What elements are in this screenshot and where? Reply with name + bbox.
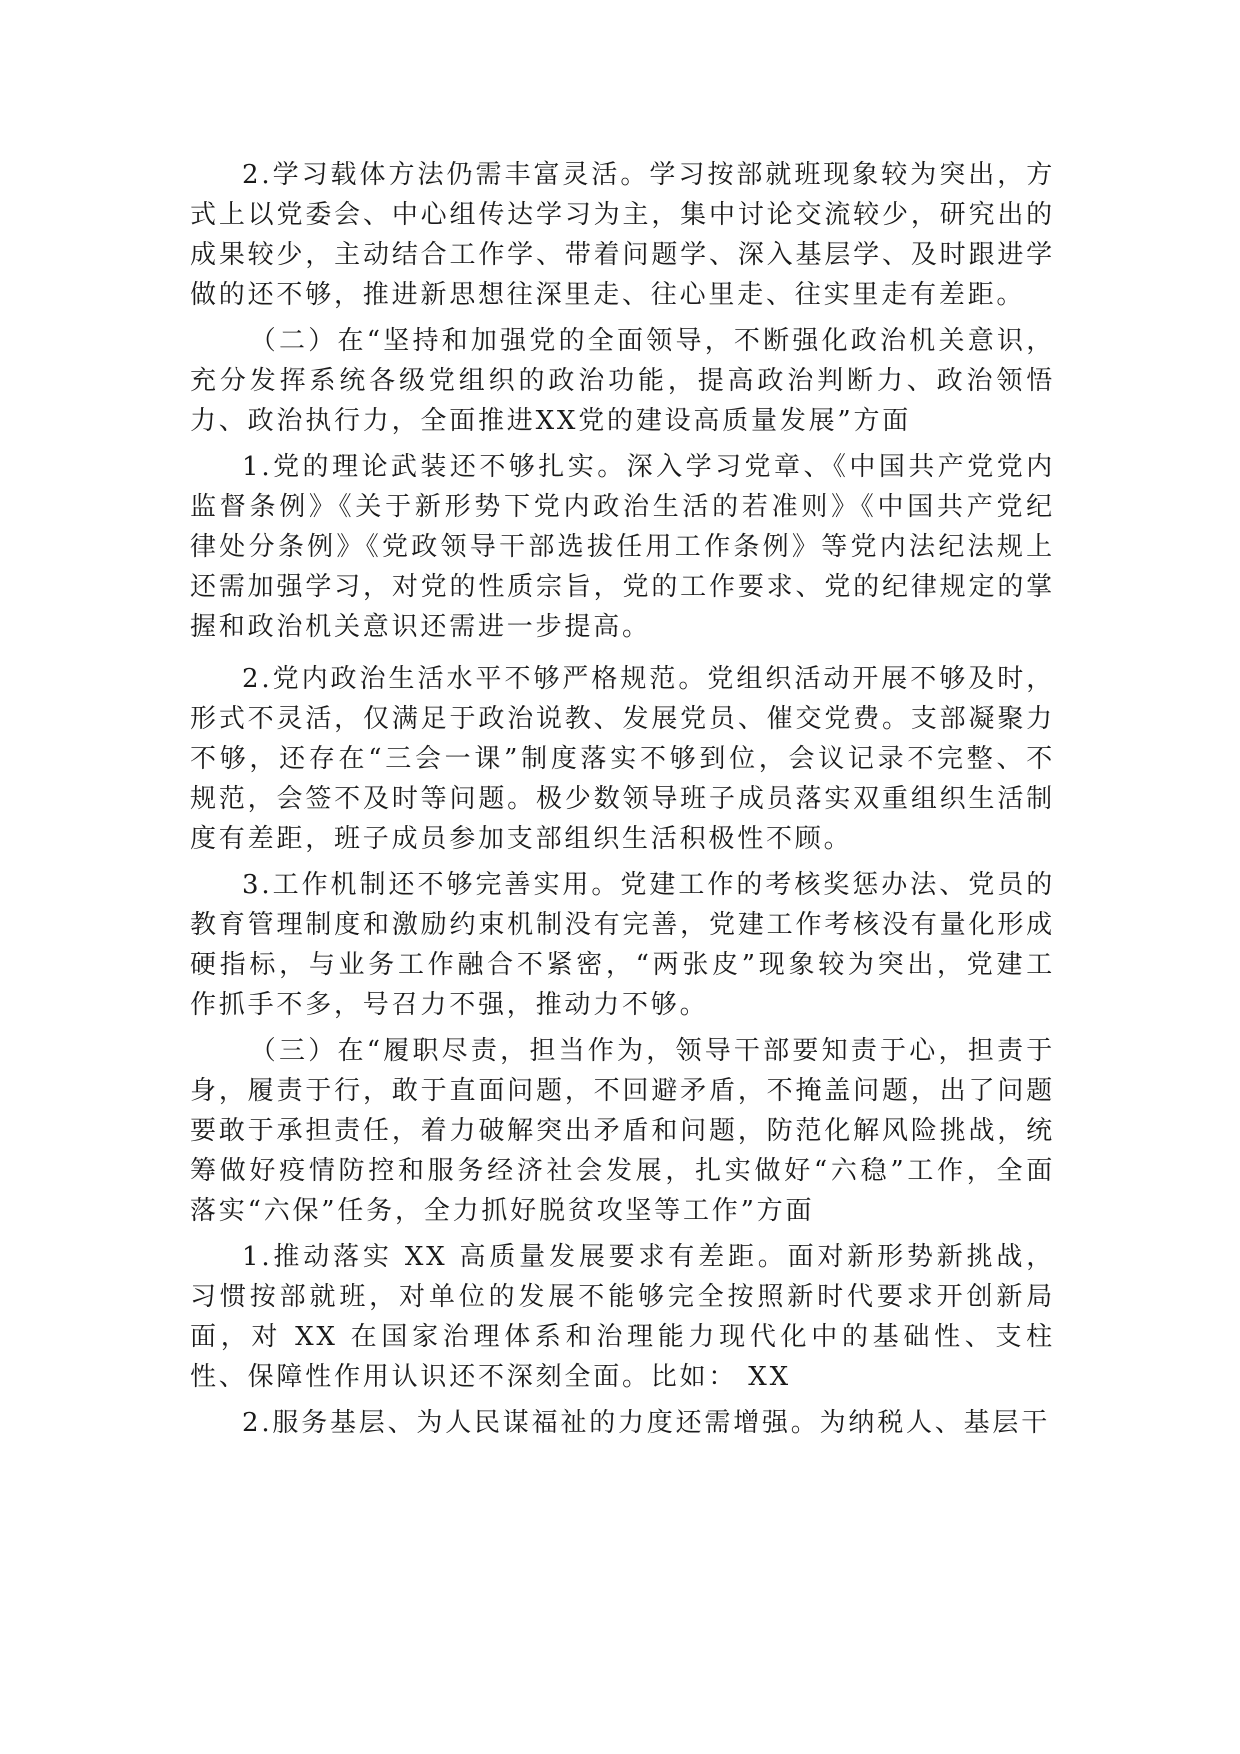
section-heading-3: （三）在“履职尽责，担当作为，领导干部要知责于心，担责于身，履责于行，敢于直面问题，不回避矛盾，不掩盖问题，出了问题要敢于承担责任，着力破解突出矛盾和问题，防范化解风险挑战，统筹做好疫情防控和服务经济社会发展，扎实做好“六稳”工作，全面落实“六保”任务，全力抓好脱贫攻坚等工作”方面 [190,1036,1055,1226]
paragraph-high-quality-development: 1.推动落实 XX 高质量发展要求有差距。面对新形势新挑战，习惯按部就班，对单位的发展不能够完全按照新时代要求开创新局面，对 XX 在国家治理体系和治理能力现代化中的基础性、支柱性、保障性作用认识还不深刻全面。比如： XX [190,1242,1055,1392]
section-heading-2: （二）在“坚持和加强党的全面领导，不断强化政治机关意识，充分发挥系统各级党组织的政治功能，提高政治判断力、政治领悟力、政治执行力，全面推进XX党的建设高质量发展”方面 [190,326,1055,436]
paragraph-study-methods: 2.学习载体方法仍需丰富灵活。学习按部就班现象较为突出，方式上以党委会、中心组传达学习为主，集中讨论交流较少，研究出的成果较少，主动结合工作学、带着问题学、深入基层学、及时跟进学做的还不够，推进新思想往深里走、往心里走、往实里走有差距。 [190,160,1055,310]
document-body [190,155,1055,1443]
paragraph-party-political-life: 2.党内政治生活水平不够严格规范。党组织活动开展不够及时，形式不灵活，仅满足于政治说教、发展党员、催交党费。支部凝聚力不够，还存在“三会一课”制度落实不够到位，会议记录不完整、不规范，会签不及时等问题。极少数领导班子成员落实双重组织生活制度有差距，班子成员参加支部组织生活积极性不顾。 [190,664,1055,854]
paragraph-work-mechanism: 3.工作机制还不够完善实用。党建工作的考核奖惩办法、党员的教育管理制度和激励约束机制没有完善，党建工作考核没有量化形成硬指标，与业务工作融合不紧密，“两张皮”现象较为突出，党建工作抓手不多，号召力不强，推动力不够。 [190,870,1055,1020]
paragraph-theory-armament: 1.党的理论武装还不够扎实。深入学习党章、《中国共产党党内监督条例》《关于新形势下党内政治生活的若准则》《中国共产党纪律处分条例》《党政领导干部选拔任用工作条例》等党内法纪法规上还需加强学习，对党的性质宗旨，党的工作要求、党的纪律规定的掌握和政治机关意识还需进一步提高。 [190,452,1055,642]
paragraph-serve-grassroots: 2.服务基层、为人民谋福祉的力度还需增强。为纳税人、基层干 [242,1408,1051,1438]
